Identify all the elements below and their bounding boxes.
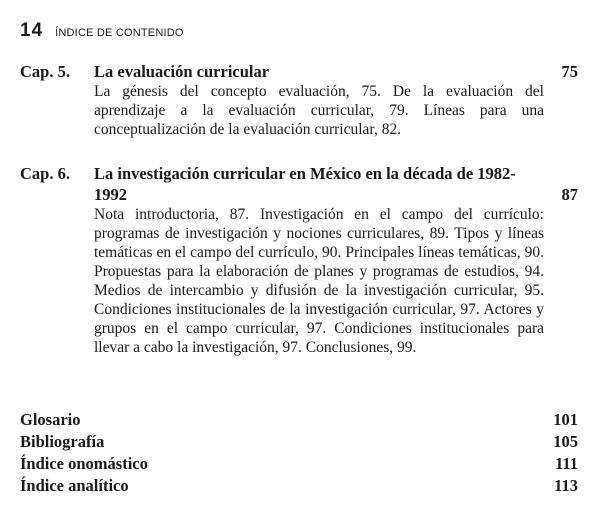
toc-entry-chapter-6 [20, 163, 578, 357]
back-matter-item-bibliografia [20, 431, 578, 453]
chapter-summary: La génesis del concepto evaluación, 75. De la evaluación del aprendizaje a la evaluación curricular, 79. Líneas para una conceptualización de la evaluación curricular, 82. [94, 83, 544, 138]
back-matter-title: Índice analítico [20, 476, 129, 495]
toc-entry-chapter-5 [20, 61, 578, 139]
back-matter-item-indice-analitico [20, 475, 578, 497]
back-matter-list [20, 409, 578, 497]
chapter-title: La investigación curricular en México en la década de 1982-1992 [94, 164, 516, 204]
back-matter-title: Índice onomástico [20, 454, 148, 473]
page-number: 14 [20, 20, 44, 41]
back-matter-page: 113 [554, 476, 578, 495]
back-matter-title: Glosario [20, 410, 81, 429]
back-matter-title: Bibliografía [20, 432, 105, 451]
section-title: ÍNDICE DE CONTENIDO [55, 27, 184, 39]
chapter-page-number: 87 [561, 185, 578, 204]
chapter-heading [20, 163, 578, 205]
back-matter-item-glosario [20, 409, 578, 431]
chapter-page-number: 75 [561, 62, 578, 81]
back-matter-page: 111 [555, 454, 578, 473]
back-matter-page: 101 [553, 410, 578, 429]
chapter-heading [20, 61, 578, 82]
back-matter-page: 105 [553, 432, 578, 451]
chapter-title: La evaluación curricular [94, 62, 270, 81]
chapter-summary: Nota introductoria, 87. Investigación en el campo del currículo: programas de investigación y nociones curriculares, 89. Tipos y líneas temáticas en el campo del currículo, 90. Principales líneas temáticas, 90. Propuestas para la elaboración de planes y programas de estudios, 94. Medios de intercambio y difusión de la investigación curricular, 95. Condiciones institucionales de la investigación curricular, 97. Actores y grupos en el campo curricular, 97. Condiciones institucionales para llevar a cabo la investigación, 97. Conclusiones, 99. [94, 206, 544, 356]
running-head [20, 20, 184, 46]
chapter-label: Cap. 6. [20, 164, 70, 183]
back-matter-item-indice-onomastico [20, 453, 578, 475]
chapter-label: Cap. 5. [20, 62, 70, 81]
